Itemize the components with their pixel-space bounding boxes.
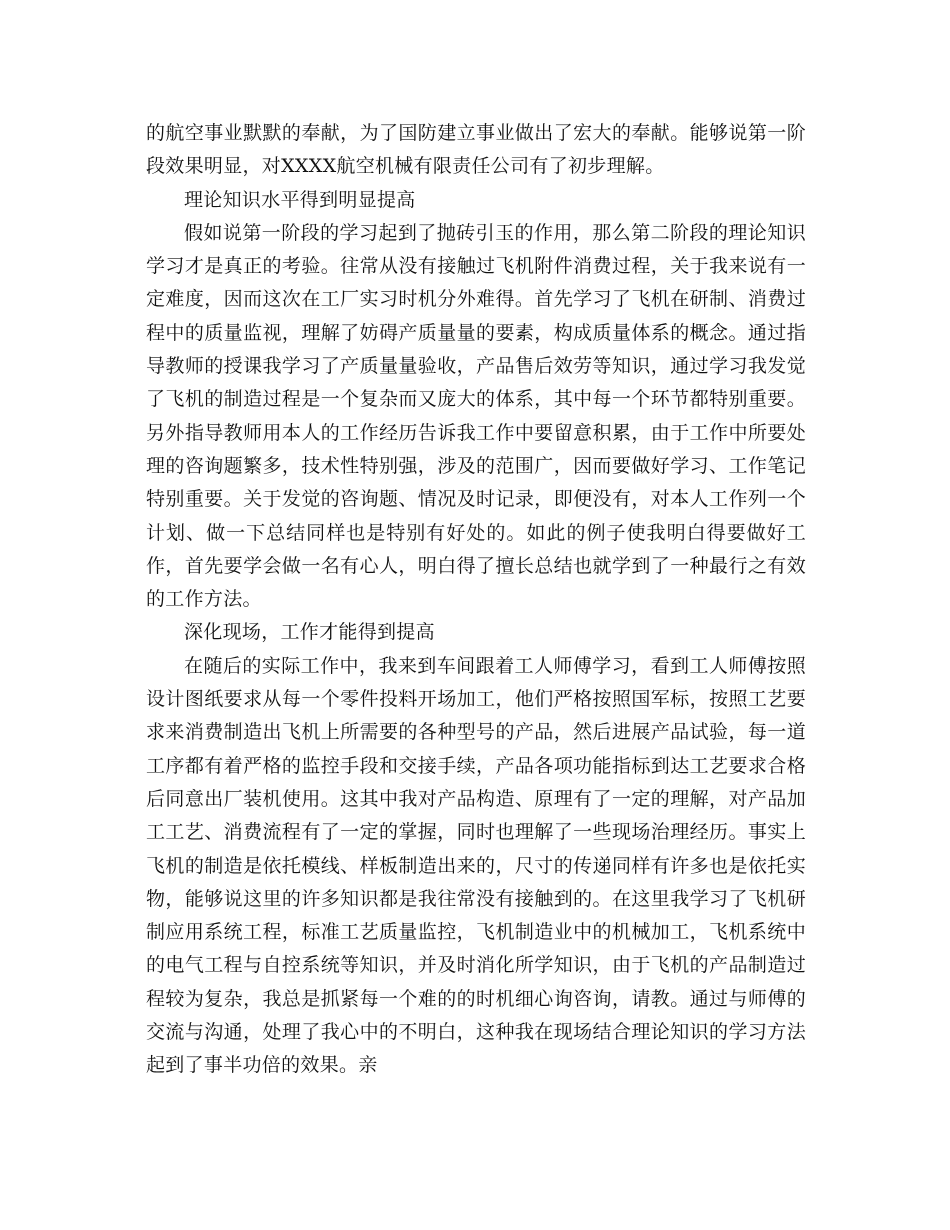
paragraph-theory-learning: 假如说第一阶段的学习起到了抛砖引玉的作用，那么第二阶段的理论知识学习才是真正的考验。往常从没有接触过飞机附件消费过程，关于我来说有一定难度，因而这次在工厂实习时机分外难得。首先学习了飞机在研制、消费过程中的质量监视，理解了妨碍产质量量的要素，构成质量体系的概念。通过指导教师的授课我学习了产质量量验收，产品售后效劳等知识，通过学习我发觉了飞机的制造过程是一个复杂而又庞大的体系，其中每一个环节都特别重要。另外指导教师用本人的工作经历告诉我工作中要留意积累，由于工作中所要处理的咨询题繁多，技术性特别强，涉及的范围广，因而要做好学习、工作笔记特别重要。关于发觉的咨询题、情况及时记录，即便没有，对本人工作列一个计划、做一下总结同样也是特别有好处的。如此的例子使我明白得要做好工作，首先要学会做一名有心人，明白得了擅长总结也就学到了一种最行之有效的工作方法。 <box>146 221 806 611</box>
section-heading-theory: 理论知识水平得到明显提高 <box>184 188 416 211</box>
document-body <box>146 117 806 1083</box>
paragraph-field-work: 在随后的实际工作中，我来到车间跟着工人师傅学习，看到工人师傅按照设计图纸要求从每一个零件投料开场加工，他们严格按照国军标，按照工艺要求来消费制造出飞机上所需要的各种型号的产品，然后进展产品试验，每一道工序都有着严格的监控手段和交接手续，产品各项功能指标到达工艺要求合格后同意出厂装机使用。这其中我对产品构造、原理有了一定的理解，对产品加工工艺、消费流程有了一定的掌握，同时也理解了一些现场治理经历。事实上飞机的制造是依托模线、样板制造出来的，尺寸的传递同样有许多也是依托实物，能够说这里的许多知识都是我往常没有接触到的。在这里我学习了飞机研制应用系统工程，标准工艺质量监控，飞机制造业中的机械加工，飞机系统中的电气工程与自控系统等知识，并及时消化所学知识，由于飞机的产品制造过程较为复杂，我总是抓紧每一个难的的时机细心询咨询，请教。通过与师傅的交流与沟通，处理了我心中的不明白，这种我在现场结合理论知识的学习方法起到了事半功倍的效果。亲 <box>146 654 806 1077</box>
section-heading-field-work: 深化现场，工作才能得到提高 <box>184 621 435 644</box>
paragraph-continuation: 的航空事业默默的奉献，为了国防建立事业做出了宏大的奉献。能够说第一阶段效果明显，对XXXX航空机械有限责任公司有了初步理解。 <box>146 122 806 178</box>
